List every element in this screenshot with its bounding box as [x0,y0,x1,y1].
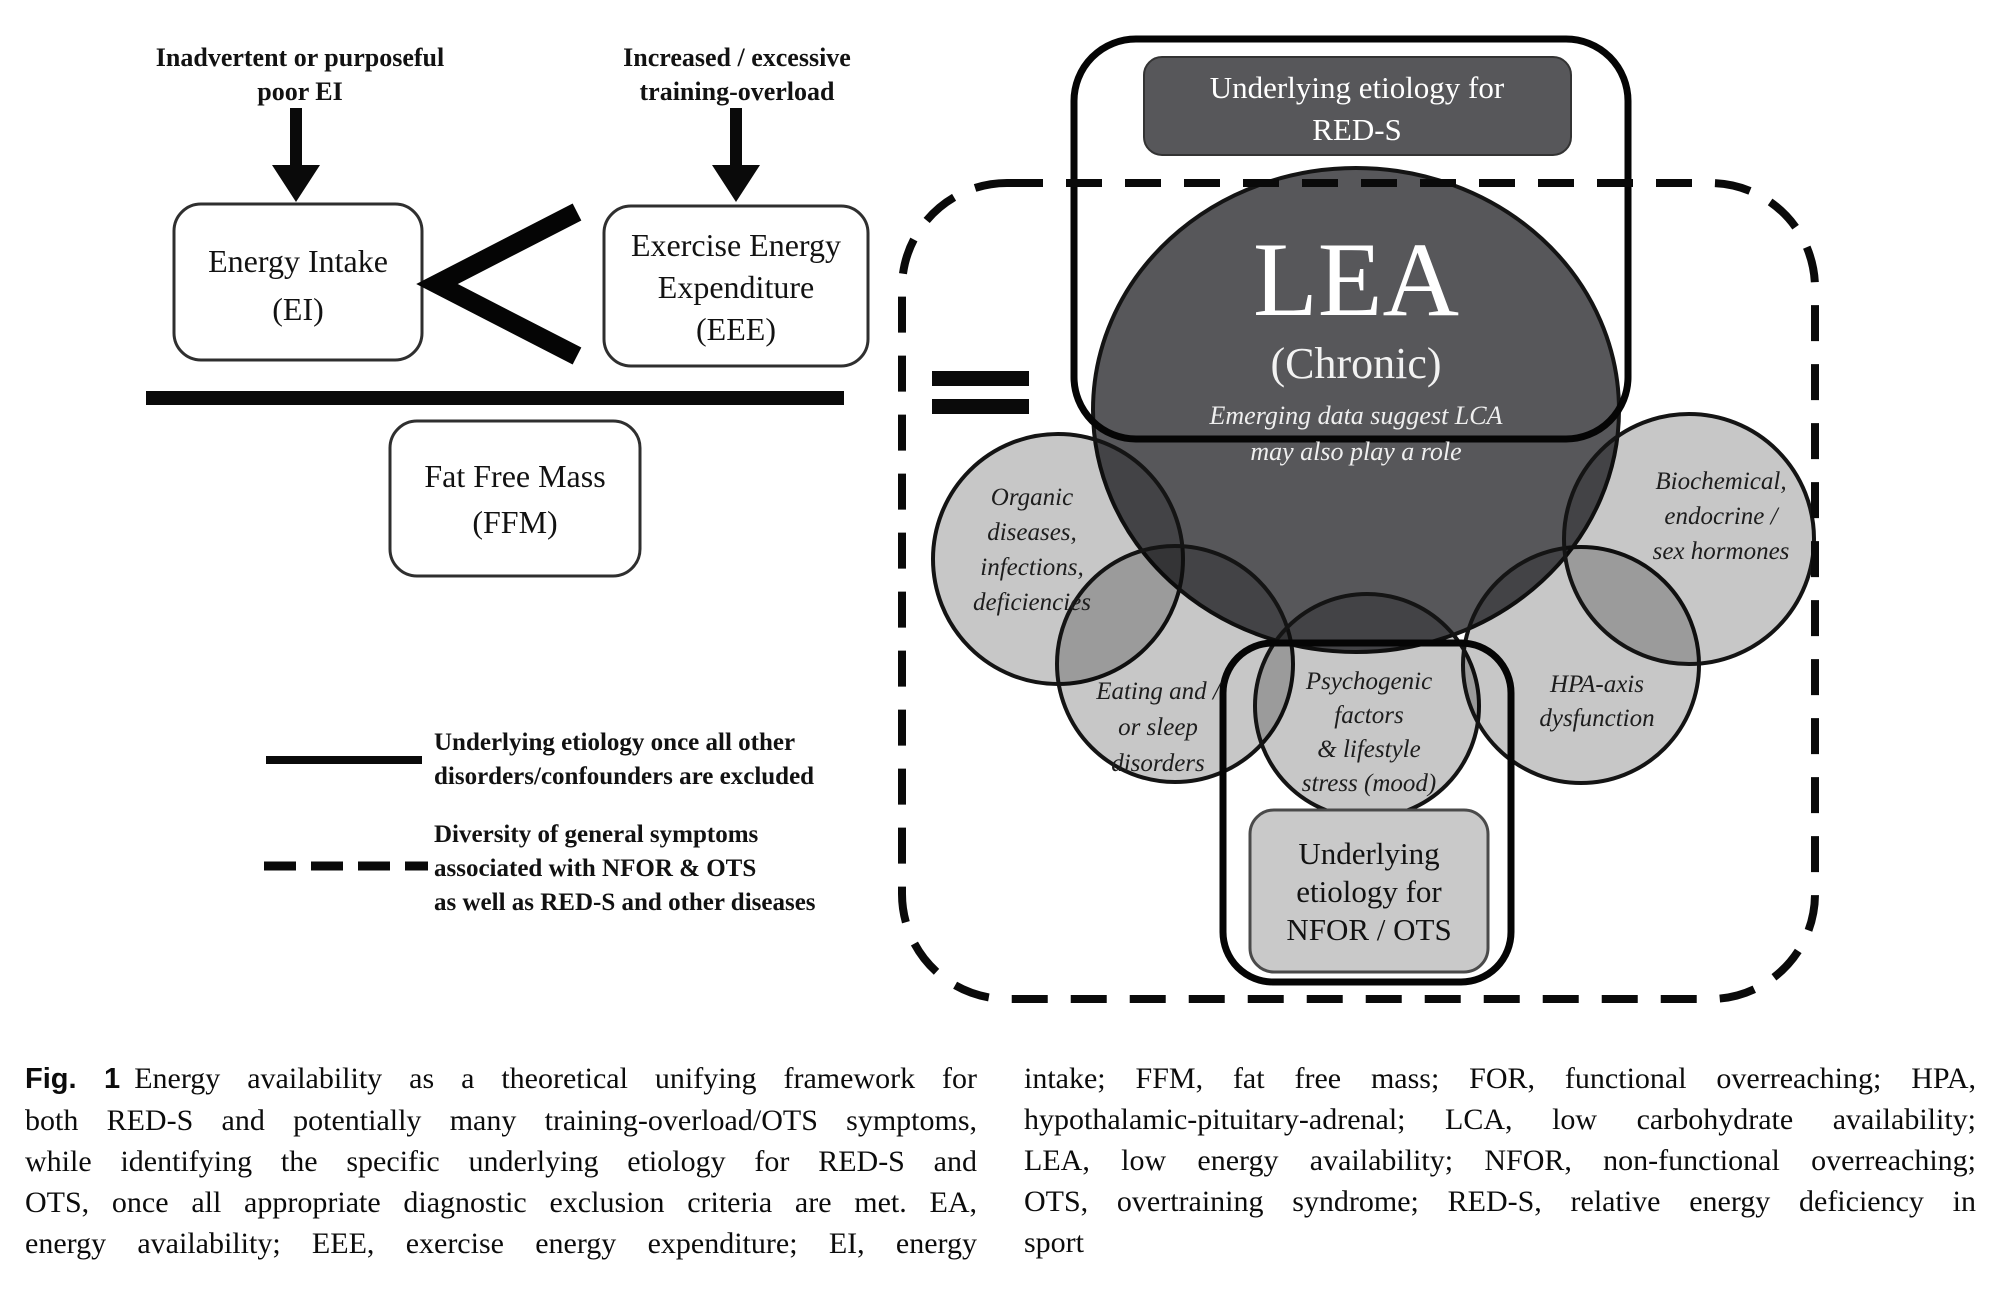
ffm-text-line1: Fat Free Mass [424,458,606,494]
down-arrow-icon [272,108,320,202]
lea-note-line1: Emerging data suggest LCA [1209,401,1503,430]
caption-line: OTS, overtraining syndrome; RED-S, relative energy deficiency in [1024,1185,1976,1218]
eating-circle-line3: disorders [1111,750,1205,777]
nfor-box-line1: Underlying [1298,836,1440,871]
caption-line: sport [1024,1226,1084,1259]
training-overload-label-line2: training-overload [639,77,835,106]
nfor-box-line3: NFOR / OTS [1286,912,1452,947]
caption-line: both RED-S and potentially many training-overload/OTS symptoms, [25,1104,977,1137]
caption-line: intake; FFM, fat free mass; FOR, functional overreaching; HPA, [1024,1062,1976,1095]
legend-solid-line2: disorders/confounders are excluded [434,763,815,790]
biochemical-circle-line1: Biochemical, [1655,468,1787,495]
energy-intake-text-line2: (EI) [272,291,324,327]
balance-line [146,391,844,405]
poor-ei-label-line2: poor EI [257,77,343,106]
psychogenic-circle-line1: Psychogenic [1305,668,1433,695]
equals-sign-bottom-bar [932,399,1029,414]
lea-title: LEA [1252,221,1460,338]
caption-line: while identifying the specific underlying etiology for RED-S and [25,1145,977,1178]
fat-free-mass-box [390,421,640,576]
poor-ei-label-line1: Inadvertent or purposeful [155,43,445,72]
eating-circle-line1: Eating and / [1096,678,1220,705]
legend-solid-line1: Underlying etiology once all other [434,729,796,756]
caption-line [25,1058,977,1100]
caption-line: LEA, low energy availability; NFOR, non-functional overreaching; [1024,1144,1976,1177]
eating-sleep-circle [1057,546,1293,782]
psychogenic-circle-line4: stress (mood) [1301,770,1437,797]
eee-text-line3: (EEE) [696,311,776,347]
caption-right-column [1024,1058,1976,1263]
lea-subtitle: (Chronic) [1270,339,1442,388]
organic-circle-line2: diseases, [987,519,1077,546]
caption-text: Energy availability as a theoretical unifying framework for [134,1062,978,1095]
organic-circle-line4: deficiencies [973,589,1091,616]
training-overload-label-line1: Increased / excessive [623,43,851,72]
legend-dashed-line2: associated with NFOR & OTS [434,855,757,882]
biochemical-circle-line3: sex hormones [1652,538,1790,565]
figure-label: Fig. 1 [25,1063,121,1095]
eee-text-line2: Expenditure [657,269,815,305]
legend-dashed-line1: Diversity of general symptoms [434,821,759,848]
red-s-header-line2: RED-S [1312,112,1402,147]
energy-intake-text-line1: Energy Intake [208,243,388,279]
lea-note-line2: may also play a role [1250,437,1462,466]
organic-circle-line3: infections, [980,554,1084,581]
eee-text-line1: Exercise Energy [631,227,841,263]
legend-dashed-line3: as well as RED-S and other diseases [434,889,816,916]
caption-left-column [25,1058,977,1264]
psychogenic-circle-line2: factors [1334,702,1404,729]
biochemical-circle-line2: endocrine / [1664,503,1778,530]
caption-line: energy availability; EEE, exercise energy expenditure; EI, energy [25,1227,977,1260]
caption-line: hypothalamic-pituitary-adrenal; LCA, low carbohydrate availability; [1024,1103,1976,1136]
solid-line-sample [266,756,422,764]
caption-line: OTS, once all appropriate diagnostic exclusion criteria are met. EA, [25,1186,977,1219]
hpa-circle-line2: dysfunction [1539,705,1655,732]
organic-circle-line1: Organic [990,484,1074,511]
down-arrow-icon [712,108,760,202]
hpa-circle-line1: HPA-axis [1550,671,1644,698]
energy-intake-box [174,204,422,360]
ffm-text-line2: (FFM) [472,504,558,540]
eating-circle-line2: or sleep [1118,714,1198,741]
equals-sign-top-bar [932,371,1029,386]
less-than-symbol [437,212,577,356]
psychogenic-circle-line3: & lifestyle [1317,736,1421,763]
red-s-header-line1: Underlying etiology for [1209,70,1505,105]
nfor-box-line2: etiology for [1296,874,1442,909]
